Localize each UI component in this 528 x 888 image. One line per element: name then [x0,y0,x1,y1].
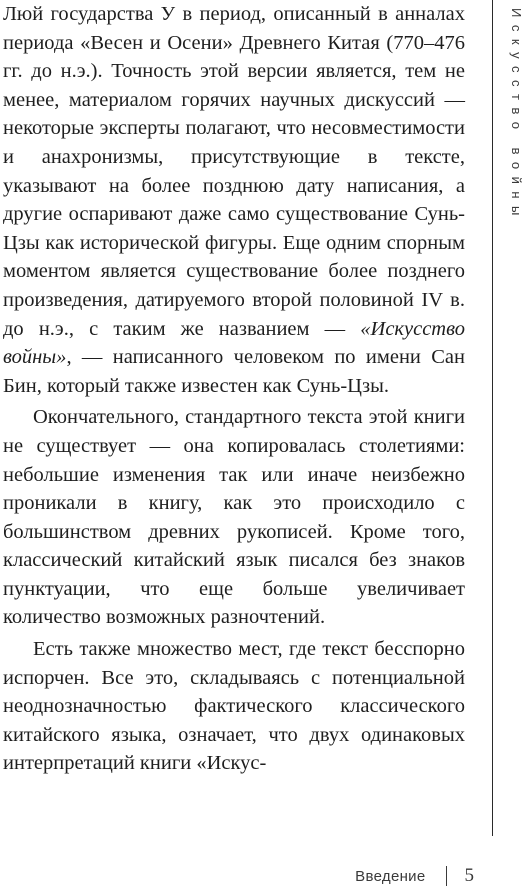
margin-divider [492,0,493,836]
paragraph-1-text-b: , — написанного человеком по имени Сан Бин, который также известен как Сунь-Цзы. [3,346,465,397]
paragraph-3: Есть также множество мест, где текст бесспорно испорчен. Все это, складываясь с потенциальной неоднозначностью фактического классического китайского языка, означает, что двух одинаковых интерпретаций книги «Искус- [3,638,465,775]
book-title-italic: «Искусство войны» [3,317,465,369]
running-head: Искусство войны [509,8,524,223]
paragraph-1-text-a: Люй государства У в период, описанный в анналах периода «Весен и Осени» Древнего Китая (770–476 гг. до н.э.). Точность этой версии является, тем не менее, материалом горячих научных дискуссий — некоторые эксперты полагают, что несовместимости и анахронизмы, присутствующие в тексте, указывают на более позднюю дату написания, а другие оспаривают даже само существование Сунь-Цзы как исторической фигуры. Еще одним спорным моментом является существование более позднего произведения, датируемого второй половиной IV в. до н.э., с таким же названием — [3,3,465,340]
main-text [3,0,465,778]
paragraph-2: Окончательного, стандартного текста этой книги не существует — она копировалась столетиями: небольшие изменения так или иначе неизбежно проникали в книгу, как это происходило с большинством древних рукописей. Кроме того, классический китайский язык писался без знаков пунктуации, что еще больше увеличивает количество возможных разночтений. [3,406,465,629]
footer-divider [446,866,447,886]
section-name: Введение [355,867,426,885]
page-footer [355,864,474,888]
paragraph-1 [3,0,465,400]
page-number: 5 [464,865,474,886]
